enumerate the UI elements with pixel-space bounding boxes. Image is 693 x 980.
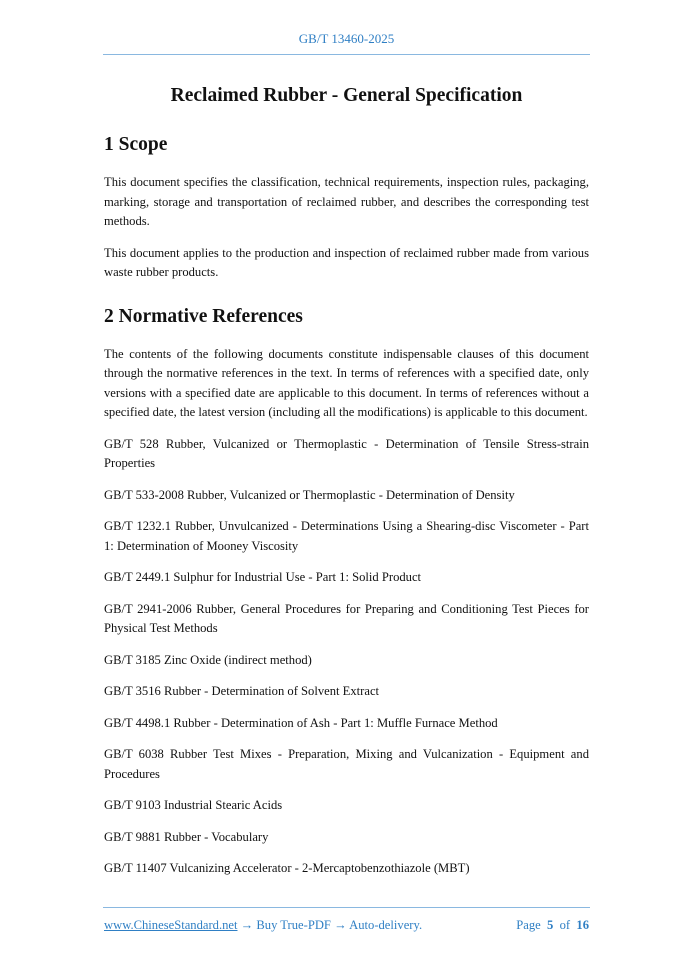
reference-item: GB/T 3185 Zinc Oxide (indirect method) bbox=[104, 652, 312, 667]
reference-item: GB/T 2449.1 Sulphur for Industrial Use - Part 1: Solid Product bbox=[104, 570, 422, 584]
reference-item: GB/T 6038 Rubber Test Mixes - Preparation, Mixing and Vulcanization - Equipment and Procedures bbox=[104, 747, 589, 781]
of-label: of bbox=[559, 918, 571, 932]
reference-item: GB/T 1232.1 Rubber, Unvulcanized - Determinations Using a Shearing-disc Viscometer - Part 1: Determination of Mooney Viscosity bbox=[104, 519, 589, 553]
footer-divider bbox=[103, 907, 590, 908]
reference-item: GB/T 4498.1 Rubber - Determination of Ash - Part 1: Muffle Furnace Method bbox=[104, 715, 498, 730]
section-heading-scope: 1 Scope bbox=[104, 134, 168, 155]
footer-left bbox=[104, 918, 422, 933]
header-divider bbox=[103, 54, 590, 55]
running-header: GB/T 13460-2025 bbox=[298, 31, 395, 46]
paragraph: This document applies to the production and inspection of reclaimed rubber made from various waste rubber products. bbox=[104, 245, 589, 279]
reference-item: GB/T 11407 Vulcanizing Accelerator - 2-Mercaptobenzothiazole (MBT) bbox=[104, 861, 470, 875]
page-footer bbox=[104, 918, 589, 933]
current-page: 5 bbox=[547, 918, 554, 932]
paragraph: The contents of the following documents constitute indispensable clauses of this document through the normative references in the text. In terms of references with a specified date, only versions with a specified date are applicable to this document. In terms of references without a specified date, the latest version (including all the modifications) is applicable to this document. bbox=[104, 346, 589, 419]
reference-item: GB/T 2941-2006 Rubber, General Procedures for Preparing and Conditioning Test Pieces for Physical Test Methods bbox=[104, 601, 589, 635]
footer-tagline: → Buy True-PDF → Auto-delivery. bbox=[237, 918, 423, 932]
page-label: Page bbox=[516, 918, 541, 932]
reference-item: GB/T 9103 Industrial Stearic Acids bbox=[104, 798, 283, 812]
reference-item: GB/T 9881 Rubber - Vocabulary bbox=[104, 829, 269, 844]
page-content bbox=[104, 84, 589, 891]
website-link[interactable]: www.ChineseStandard.net bbox=[104, 918, 238, 932]
reference-item: GB/T 528 Rubber, Vulcanized or Thermoplastic - Determination of Tensile Stress-strain Properties bbox=[104, 436, 589, 470]
total-pages: 16 bbox=[576, 918, 589, 932]
reference-item: GB/T 533-2008 Rubber, Vulcanized or Thermoplastic - Determination of Density bbox=[104, 487, 515, 502]
paragraph: This document specifies the classification, technical requirements, inspection rules, packaging, marking, storage and transportation of reclaimed rubber, and describes the corresponding test methods. bbox=[104, 175, 589, 228]
document-title: Reclaimed Rubber - General Specification bbox=[170, 85, 523, 106]
page-indicator bbox=[516, 918, 589, 933]
reference-item: GB/T 3516 Rubber - Determination of Solvent Extract bbox=[104, 684, 380, 698]
section-heading-normative-references: 2 Normative References bbox=[104, 305, 303, 327]
